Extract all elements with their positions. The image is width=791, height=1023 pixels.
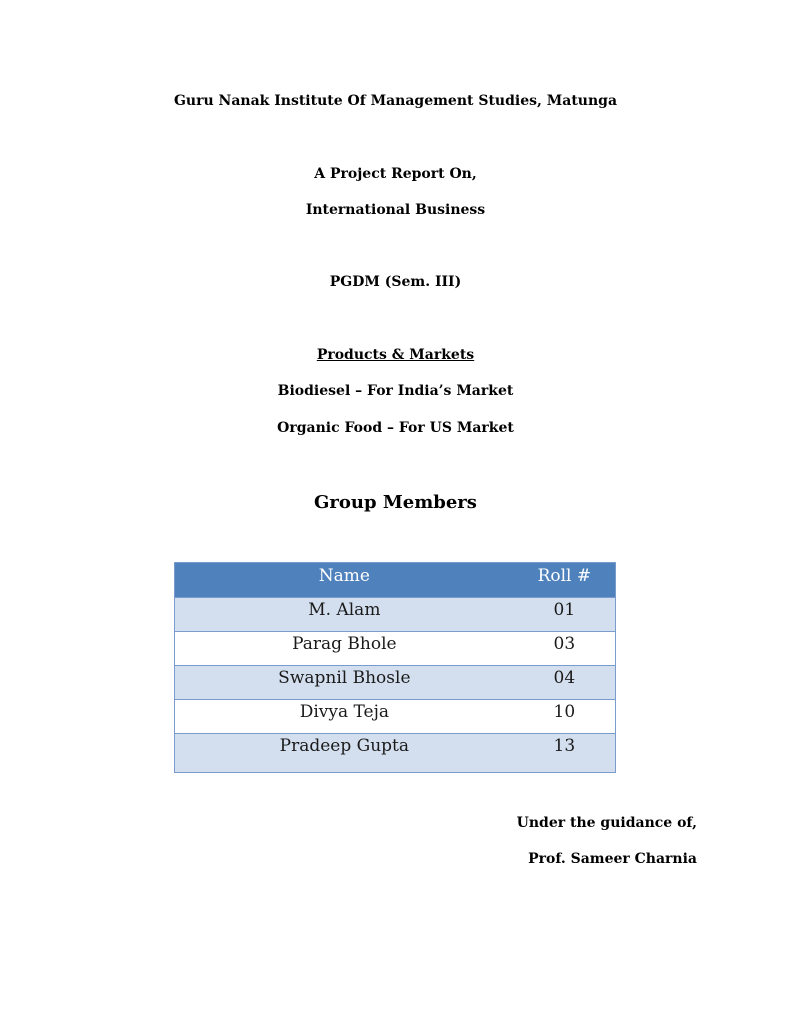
table-header-row [175,563,616,598]
member-name: Divya Teja [175,700,514,734]
product-item-biodiesel: Biodiesel – For India’s Market [277,383,514,399]
product-item-organic-food: Organic Food – For US Market [277,420,514,436]
guide-name: Prof. Sameer Charnia [528,851,697,867]
member-roll: 03 [514,632,616,666]
member-roll: 13 [514,734,616,773]
table-row [175,734,616,773]
report-intro: A Project Report On, [314,166,477,182]
member-name: Pradeep Gupta [175,734,514,773]
group-members-table [174,562,616,773]
table-row [175,598,616,632]
guidance-label: Under the guidance of, [516,815,697,831]
member-name: M. Alam [175,598,514,632]
column-header-roll: Roll # [514,563,616,598]
member-name: Parag Bhole [175,632,514,666]
report-subject: International Business [305,202,486,218]
table-row [175,666,616,700]
member-name: Swapnil Bhosle [175,666,514,700]
program-name: PGDM (Sem. III) [329,274,462,290]
group-members-title: Group Members [314,492,477,513]
table-row [175,700,616,734]
products-markets-heading: Products & Markets [316,347,475,363]
column-header-name: Name [175,563,514,598]
member-roll: 04 [514,666,616,700]
member-roll: 01 [514,598,616,632]
table-row [175,632,616,666]
institute-name: Guru Nanak Institute Of Management Studies, Matunga [173,93,618,109]
member-roll: 10 [514,700,616,734]
